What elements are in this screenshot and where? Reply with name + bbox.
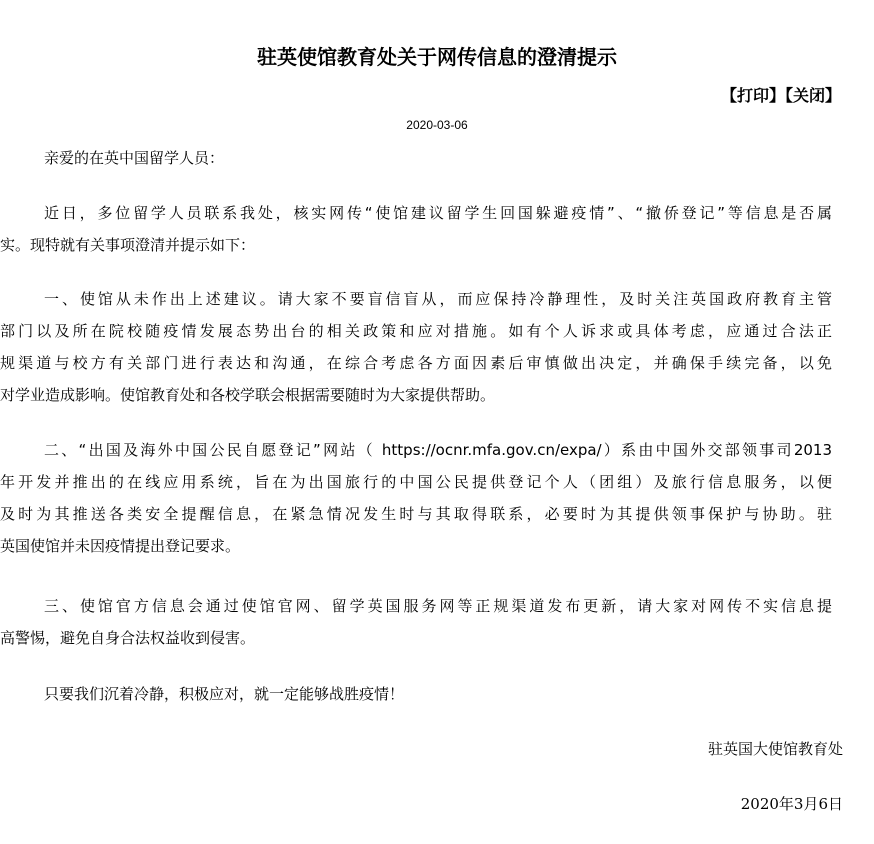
closing-line: 只要我们沉着冷静，积极应对，就一定能够战胜疫情！ bbox=[44, 685, 405, 703]
close-link[interactable]: 【关闭】 bbox=[784, 86, 841, 105]
signature: 驻英国大使馆教育处 bbox=[707, 740, 843, 758]
publish-date: 2020-03-06 bbox=[406, 118, 468, 132]
paragraph-line: 年开发并推出的在线应用系统，旨在为出国旅行的中国公民提供登记个人（团组）及旅行信息服务，以便 bbox=[0, 473, 832, 491]
paragraph-line: 高警惕，避免自身合法权益收到侵害。 bbox=[0, 629, 256, 647]
paragraph-intro bbox=[0, 197, 832, 261]
paragraph-line: 一、使馆从未作出上述建议。请大家不要盲信盲从，而应保持冷静理性，及时关注英国政府教育主管 bbox=[44, 290, 832, 308]
paragraph-line: 及时为其推送各类安全提醒信息，在紧急情况发生时与其取得联系，必要时为其提供领事保护与协助。驻 bbox=[0, 505, 832, 523]
greeting-paragraph bbox=[0, 142, 832, 174]
paragraph-line: 二、“出国及海外中国公民自愿登记”网站（ https://ocnr.mfa.gov.cn/expa/）系由中国外交部领事司2013 bbox=[44, 441, 832, 459]
paragraph-line: 近日，多位留学人员联系我处，核实网传“使馆建议留学生回国躲避疫情”、“撤侨登记”等信息是否属 bbox=[44, 204, 832, 222]
print-link[interactable]: 【打印】 bbox=[720, 86, 785, 105]
signature-date: 2020年3月6日 bbox=[740, 795, 843, 813]
closing-paragraph bbox=[0, 678, 832, 710]
paragraph-point-one bbox=[0, 283, 832, 411]
page-title: 驻英使馆教育处关于网传信息的澄清提示 bbox=[257, 45, 617, 69]
paragraph-line: 部门以及所在院校随疫情发展态势出台的相关政策和应对措施。如有个人诉求或具体考虑，应通过合法正 bbox=[0, 322, 832, 340]
paragraph-point-three bbox=[0, 590, 832, 654]
paragraph-line: 三、使馆官方信息会通过使馆官网、留学英国服务网等正规渠道发布更新，请大家对网传不实信息提 bbox=[44, 597, 832, 615]
paragraph-line: 规渠道与校方有关部门进行表达和沟通，在综合考虑各方面因素后审慎做出决定，并确保手续完备，以免 bbox=[0, 354, 832, 372]
paragraph-line: 实。现特就有关事项澄清并提示如下： bbox=[0, 236, 256, 254]
greeting-line: 亲爱的在英中国留学人员： bbox=[44, 149, 225, 167]
paragraph-line: 英国使馆并未因疫情提出登记要求。 bbox=[0, 537, 241, 555]
paragraph-line: 对学业造成影响。使馆教育处和各校学联会根据需要随时为大家提供帮助。 bbox=[0, 386, 496, 404]
paragraph-point-two bbox=[0, 434, 832, 562]
toolbar bbox=[721, 84, 841, 108]
